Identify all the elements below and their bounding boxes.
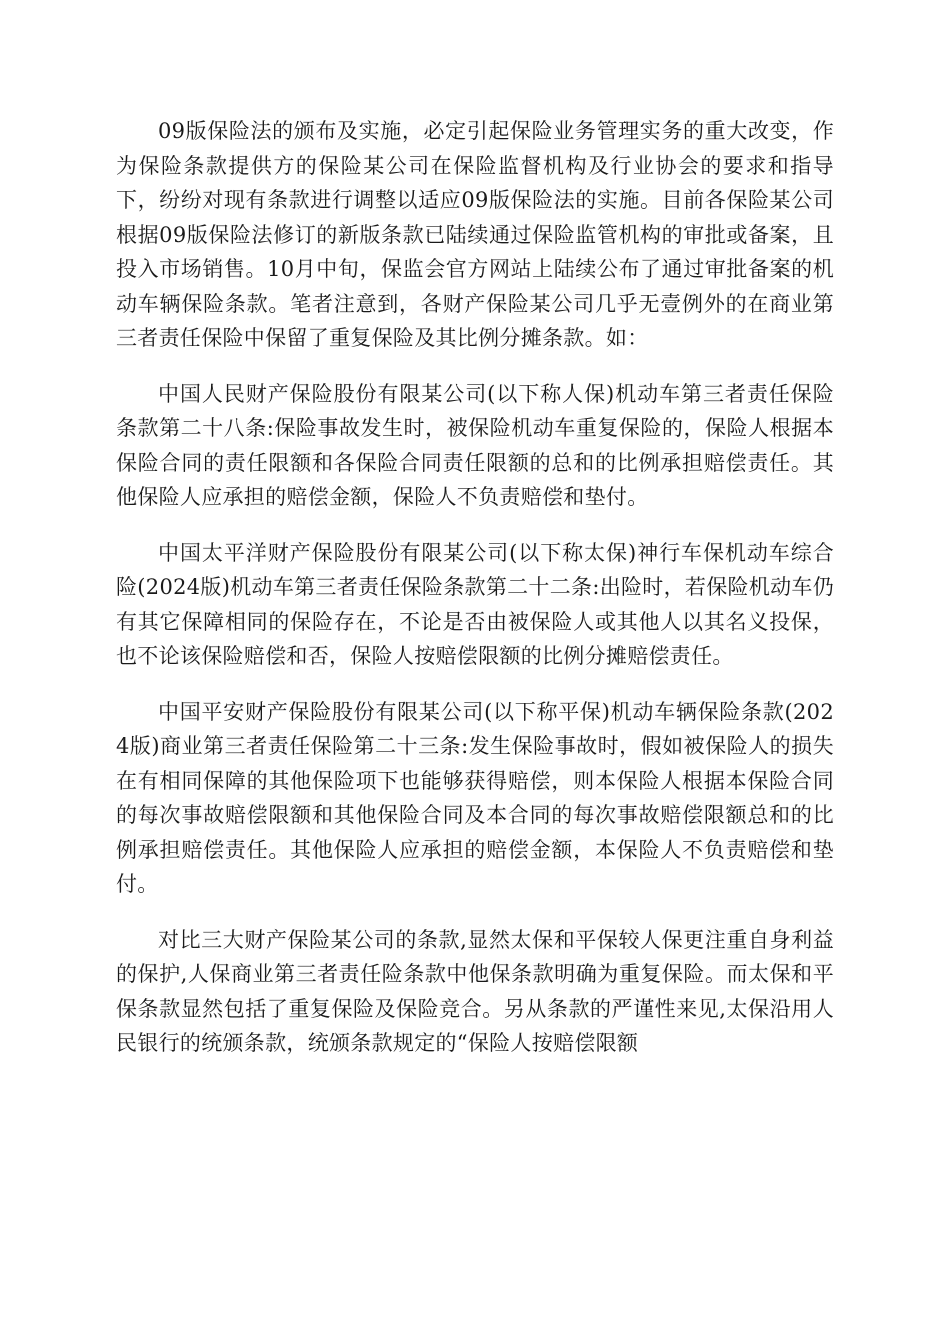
paragraph-pingan-clause: 中国平安财产保险股份有限某公司(以下称平保)机动车辆保险条款(2024版)商业第三者责任保险第二十三条:发生保险事故时，假如被保险人的损失在有相同保障的其他保险项下也能够获得赔偿，则本保险人根据本保险合同的每次事故赔偿限额和其他保险合同及本合同的每次事故赔偿限额总和的比例承担赔偿责任。其他保险人应承担的赔偿金额，本保险人不负责赔偿和垫付。: [116, 699, 834, 896]
paragraph-comparison: 对比三大财产保险某公司的条款,显然太保和平保较人保更注重自身利益的保护,人保商业第三者责任险条款中他保条款明确为重复保险。而太保和平保条款显然包括了重复保险及保险竞合。另从条款的严谨性来见,太保沿用人民银行的统颁条款，统颁条款规定的“保险人按赔偿限额: [116, 927, 834, 1055]
paragraph-intro: 09版保险法的颁布及实施，必定引起保险业务管理实务的重大改变，作为保险条款提供方的保险某公司在保险监督机构及行业协会的要求和指导下，纷纷对现有条款进行调整以适应09版保险法的实施。目前各保险某公司根据09版保险法修订的新版条款已陆续通过保险监管机构的审批或备案，且投入市场销售。10月中旬，保监会官方网站上陆续公布了通过审批备案的机动车辆保险条款。笔者注意到，各财产保险某公司几乎无壹例外的在商业第三者责任保险中保留了重复保险及其比例分摊条款。如：: [116, 119, 834, 350]
document-body: [116, 114, 834, 1082]
paragraph-picc-clause: 中国人民财产保险股份有限某公司(以下称人保)机动车第三者责任保险条款第二十八条:保险事故发生时，被保险机动车重复保险的，保险人根据本保险合同的责任限额和各保险合同责任限额的总和的比例承担赔偿责任。其他保险人应承担的赔偿金额，保险人不负责赔偿和垫付。: [116, 381, 834, 509]
paragraph-cpic-clause: 中国太平洋财产保险股份有限某公司(以下称太保)神行车保机动车综合险(2024版)机动车第三者责任保险条款第二十二条:出险时，若保险机动车仍有其它保障相同的保险存在，不论是否由被保险人或其他人以其名义投保，也不论该保险赔偿和否，保险人按赔偿限额的比例分摊赔偿责任。: [116, 540, 835, 668]
